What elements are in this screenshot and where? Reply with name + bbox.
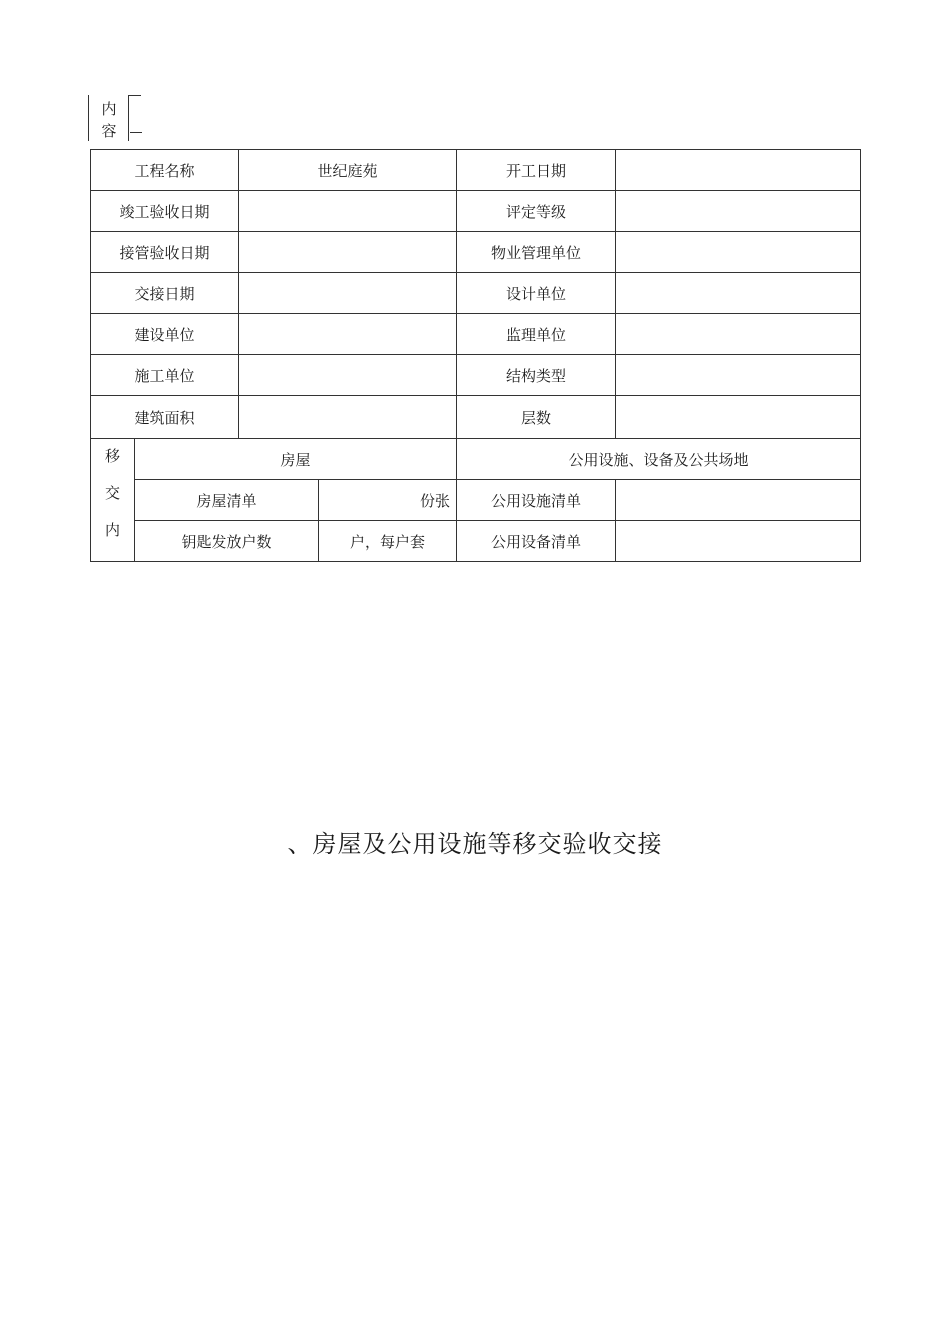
table-row (91, 191, 861, 232)
value-cell[interactable] (616, 355, 861, 396)
value-cell[interactable] (616, 150, 861, 191)
label-cell: 竣工验收日期 (91, 191, 239, 232)
fragment-right-line (128, 95, 129, 141)
keys-unit[interactable]: 户，每户套 (319, 521, 457, 562)
handover-table (90, 149, 861, 562)
value-cell[interactable] (616, 232, 861, 273)
transfer-side-label (91, 439, 135, 562)
table-row (91, 150, 861, 191)
value-cell[interactable] (239, 355, 457, 396)
table-row (91, 355, 861, 396)
side-char: 移 (104, 447, 120, 465)
value-cell[interactable] (239, 396, 457, 439)
side-char: 内 (104, 521, 120, 539)
label-cell: 评定等级 (457, 191, 616, 232)
label-cell: 交接日期 (91, 273, 239, 314)
value-cell[interactable] (239, 314, 457, 355)
label-cell: 结构类型 (457, 355, 616, 396)
fragment-char: 内 (101, 100, 117, 118)
fragment-text (96, 98, 122, 142)
table-row (91, 314, 861, 355)
value-cell[interactable] (239, 232, 457, 273)
label-cell: 建设单位 (91, 314, 239, 355)
value-cell[interactable] (616, 396, 861, 439)
house-list-unit[interactable]: 份张 (319, 480, 457, 521)
label-cell: 物业管理单位 (457, 232, 616, 273)
house-header: 房屋 (135, 439, 457, 480)
facility-list-value[interactable] (616, 480, 861, 521)
transfer-row (91, 480, 861, 521)
value-cell[interactable] (616, 273, 861, 314)
label-cell: 监理单位 (457, 314, 616, 355)
transfer-row (91, 521, 861, 562)
label-cell: 设计单位 (457, 273, 616, 314)
label-cell: 建筑面积 (91, 396, 239, 439)
equipment-list-value[interactable] (616, 521, 861, 562)
house-list-label: 房屋清单 (135, 480, 319, 521)
section-heading: 、房屋及公用设施等移交验收交接 (287, 830, 663, 858)
fragment-tick-top (128, 95, 141, 96)
table-row (91, 273, 861, 314)
fragment-left-line (88, 95, 89, 141)
label-cell: 接管验收日期 (91, 232, 239, 273)
value-cell[interactable] (616, 191, 861, 232)
label-cell: 开工日期 (457, 150, 616, 191)
value-cell[interactable] (616, 314, 861, 355)
table-row (91, 396, 861, 439)
side-char: 交 (104, 484, 120, 502)
equipment-list-label: 公用设备清单 (457, 521, 616, 562)
fragment-tick-mid (130, 132, 142, 133)
table-row (91, 232, 861, 273)
facility-list-label: 公用设施清单 (457, 480, 616, 521)
value-cell[interactable] (239, 191, 457, 232)
fragment-box (88, 95, 142, 141)
value-cell[interactable] (239, 273, 457, 314)
keys-label: 钥匙发放户数 (135, 521, 319, 562)
label-cell: 层数 (457, 396, 616, 439)
label-cell: 施工单位 (91, 355, 239, 396)
label-cell: 工程名称 (91, 150, 239, 191)
fragment-char: 容 (101, 122, 117, 140)
facility-header: 公用设施、设备及公共场地 (457, 439, 861, 480)
value-cell[interactable]: 世纪庭苑 (239, 150, 457, 191)
transfer-header-row (91, 439, 861, 480)
